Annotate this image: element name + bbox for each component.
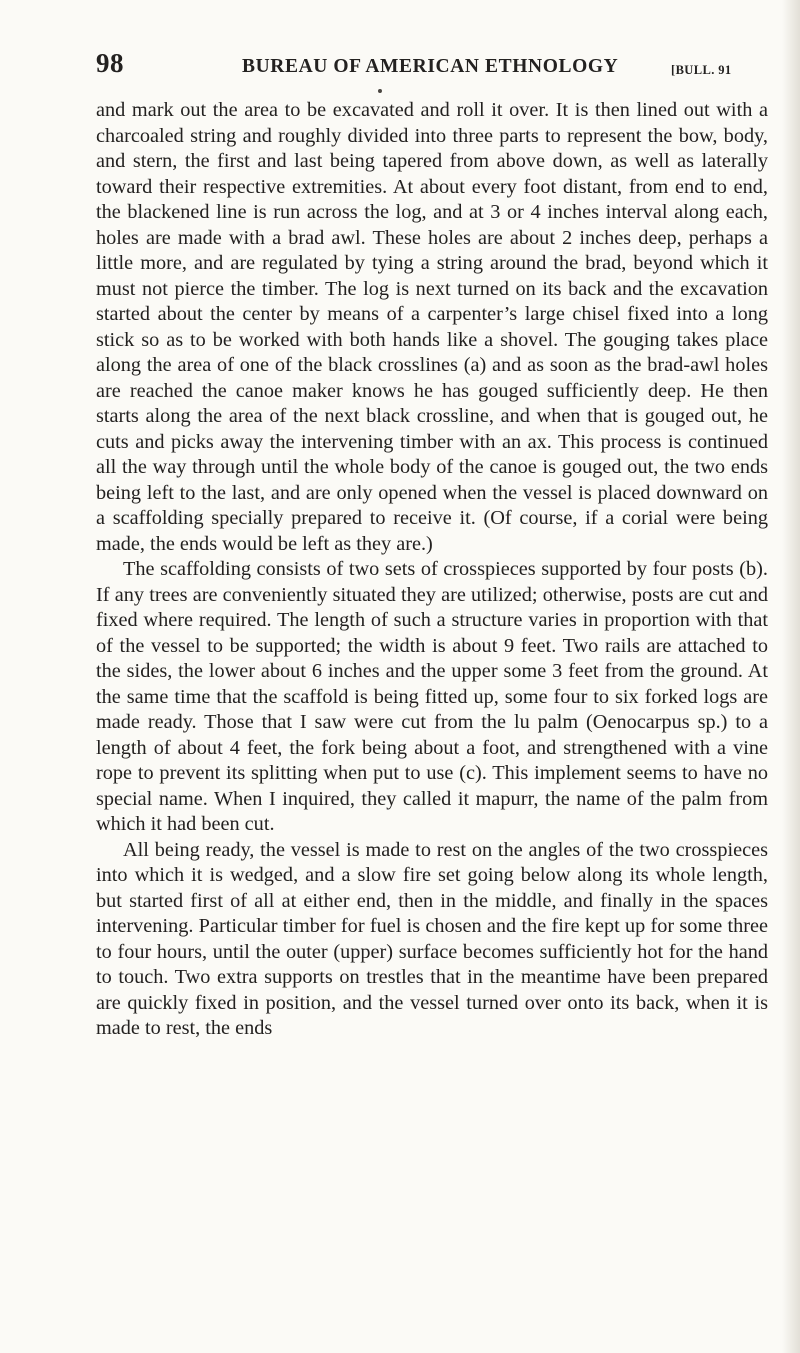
paragraph-1: and mark out the area to be excavated and roll it over. It is then lined out with a charcoaled string and roughly divided into three parts to represent the bow, body, and stern, the first and last being tapered from above down, as well as laterally toward their respective extremities. At about every foot distant, from end to end, the blackened line is run across the log, and at 3 or 4 inches interval along each, holes are made with a brad awl. These holes are about 2 inches deep, perhaps a little more, and are regulated by tying a string around the brad, beyond which it must not pierce the timber. The log is next turned on its back and the excavation started about the center by means of a carpenter’s large chisel fixed into a long stick so as to be worked with both hands like a shovel. The gouging takes place along the area of one of the black crosslines (a) and as soon as the brad-awl holes are reached the canoe maker knows he has gouged sufficiently deep. He then starts along the area of the next black crossline, and when that is gouged out, he cuts and picks away the intervening timber with an ax. This process is continued all the way through until the whole body of the canoe is gouged out, the two ends being left to the last, and are only opened when the vessel is placed downward on a scaffolding specially prepared to receive it. (Of course, if a corial were being made, the ends would be left as they are.) [96, 99, 768, 555]
page-number: 98 [96, 48, 124, 78]
body-text [96, 98, 768, 1042]
bulletin-tag: [BULL. 91 [671, 63, 732, 77]
paragraph-2: The scaffolding consists of two sets of crosspieces supported by four posts (b). If any trees are conveniently situated they are utilized; otherwise, posts are cut and fixed where required. The length of such a structure varies in proportion with that of the vessel to be supported; the width is about 9 feet. Two rails are attached to the sides, the lower about 6 inches and the upper some 3 feet from the ground. At the same time that the scaffold is being fitted up, some four to six forked logs are made ready. Those that I saw were cut from the lu palm (Oenocarpus sp.) to a length of about 4 feet, the fork being about a foot, and strengthened with a vine rope to prevent its splitting when put to use (c). This implement seems to have no special name. When I inquired, they called it mapurr, the name of the palm from which it had been cut. [96, 558, 768, 835]
running-title: BUREAU OF AMERICAN ETHNOLOGY [242, 56, 619, 77]
paragraph-3: All being ready, the vessel is made to rest on the angles of the two crosspieces into which it is wedged, and a slow fire set going below along its whole length, but started first of all at either end, then in the middle, and finally in the spaces intervening. Particular timber for fuel is chosen and the fire kept up for some three to four hours, until the outer (upper) surface becomes sufficiently hot for the hand to touch. Two extra supports on trestles that in the meantime have been prepared are quickly fixed in position, and the vessel turned over onto its back, when it is made to rest, the ends [96, 838, 768, 1039]
page-edge-shadow [782, 0, 800, 1353]
page-header [96, 48, 768, 80]
ink-speck [378, 89, 382, 93]
